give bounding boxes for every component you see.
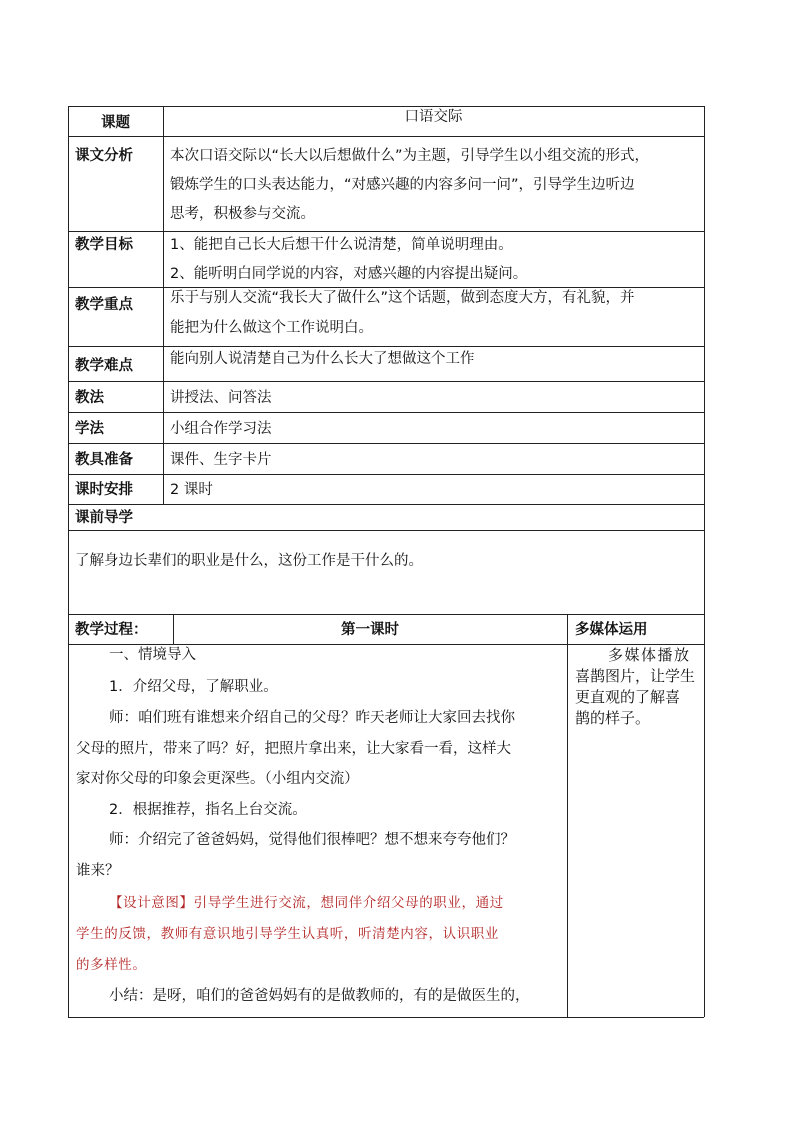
analysis-line: 本次口语交际以“长大以后想做什么”为主题，引导学生以小组交流的形式， [170, 148, 650, 164]
row-label-key-points: 教学重点 [75, 297, 133, 313]
rule [68, 106, 69, 1017]
body-line: 2．根据推荐，指名上台交流。 [109, 802, 307, 818]
method-text: 讲授法、问答法 [170, 390, 272, 406]
body-line: 一、情境导入 [109, 647, 196, 663]
design-intent-line: 的多样性。 [76, 957, 147, 973]
body-line: 父母的照片，带来了吗？好，把照片拿出来，让大家看一看，这样大 [76, 741, 511, 757]
rule [68, 504, 704, 505]
design-intent-line: 【设计意图】引导学生进行交流，想同伴介绍父母的职业，通过 [109, 895, 504, 911]
rule [163, 106, 164, 504]
rule [704, 106, 705, 1017]
goal-line: 1、能把自己长大后想干什么说清楚，简单说明理由。 [170, 237, 513, 253]
rule [68, 1017, 704, 1018]
key-point-line: 能把为什么做这个工作说明白。 [170, 320, 373, 336]
rule [68, 614, 704, 615]
media-line: 多媒体播放 [608, 646, 691, 664]
summary-line: 小结：是呀，咱们的爸爸妈妈有的是做教师的，有的是做医生的， [109, 988, 530, 1004]
rule [567, 614, 568, 1017]
body-line: 家对你父母的印象会更深些。（小组内交流） [76, 771, 359, 787]
media-header: 多媒体运用 [575, 622, 648, 638]
study-text: 小组合作学习法 [170, 421, 272, 437]
tools-text: 课件、生字卡片 [170, 452, 272, 468]
analysis-line: 锻炼学生的口头表达能力，“对感兴趣的内容多问一问”，引导学生边听边 [170, 177, 635, 193]
preview-label: 课前导学 [75, 510, 133, 526]
row-label-analysis: 课文分析 [75, 148, 133, 164]
media-line: 鹊的样子。 [575, 709, 651, 727]
schedule-text: 2 课时 [170, 482, 213, 498]
row-label-tools: 教具准备 [75, 452, 133, 468]
media-line: 更直观的了解喜 [575, 688, 681, 706]
row-label-difficulty: 教学难点 [75, 358, 133, 374]
body-line: 谁来？ [76, 863, 120, 879]
lesson-heading: 第一课时 [341, 622, 399, 638]
analysis-line: 思考，积极参与交流。 [170, 206, 315, 222]
goal-line: 2、能听明白同学说的内容，对感兴趣的内容提出疑问。 [170, 266, 528, 282]
preview-text: 了解身边长辈们的职业是什么，这份工作是干什么的。 [75, 553, 423, 569]
process-label: 教学过程： [75, 622, 148, 638]
design-intent-line: 学生的反馈，教师有意识地引导学生认真听，听清楚内容，认识职业 [76, 926, 499, 942]
row-label-study: 学法 [75, 421, 104, 437]
body-line: 师：介绍完了爸爸妈妈，觉得他们很棒吧？想不想来夸夸他们？ [109, 832, 515, 848]
rule [68, 530, 704, 531]
row-label-method: 教法 [75, 390, 104, 406]
body-line: 师：咱们班有谁想来介绍自己的父母？昨天老师让大家回去找你 [109, 710, 515, 726]
media-line: 喜鹊图片，让学生 [575, 667, 696, 685]
difficulty-text: 能向别人说清楚自己为什么长大了想做这个工作 [170, 351, 475, 367]
key-point-line: 乐于与别人交流“我长大了做什么”这个话题，做到态度大方，有礼貌，并 [170, 290, 635, 306]
row-label-goals: 教学目标 [75, 237, 133, 253]
lesson-title: 口语交际 [404, 109, 463, 125]
body-line: 1．介绍父母，了解职业。 [109, 679, 278, 695]
row-label-schedule: 课时安排 [75, 482, 133, 498]
row-label-title: 课题 [101, 115, 130, 131]
